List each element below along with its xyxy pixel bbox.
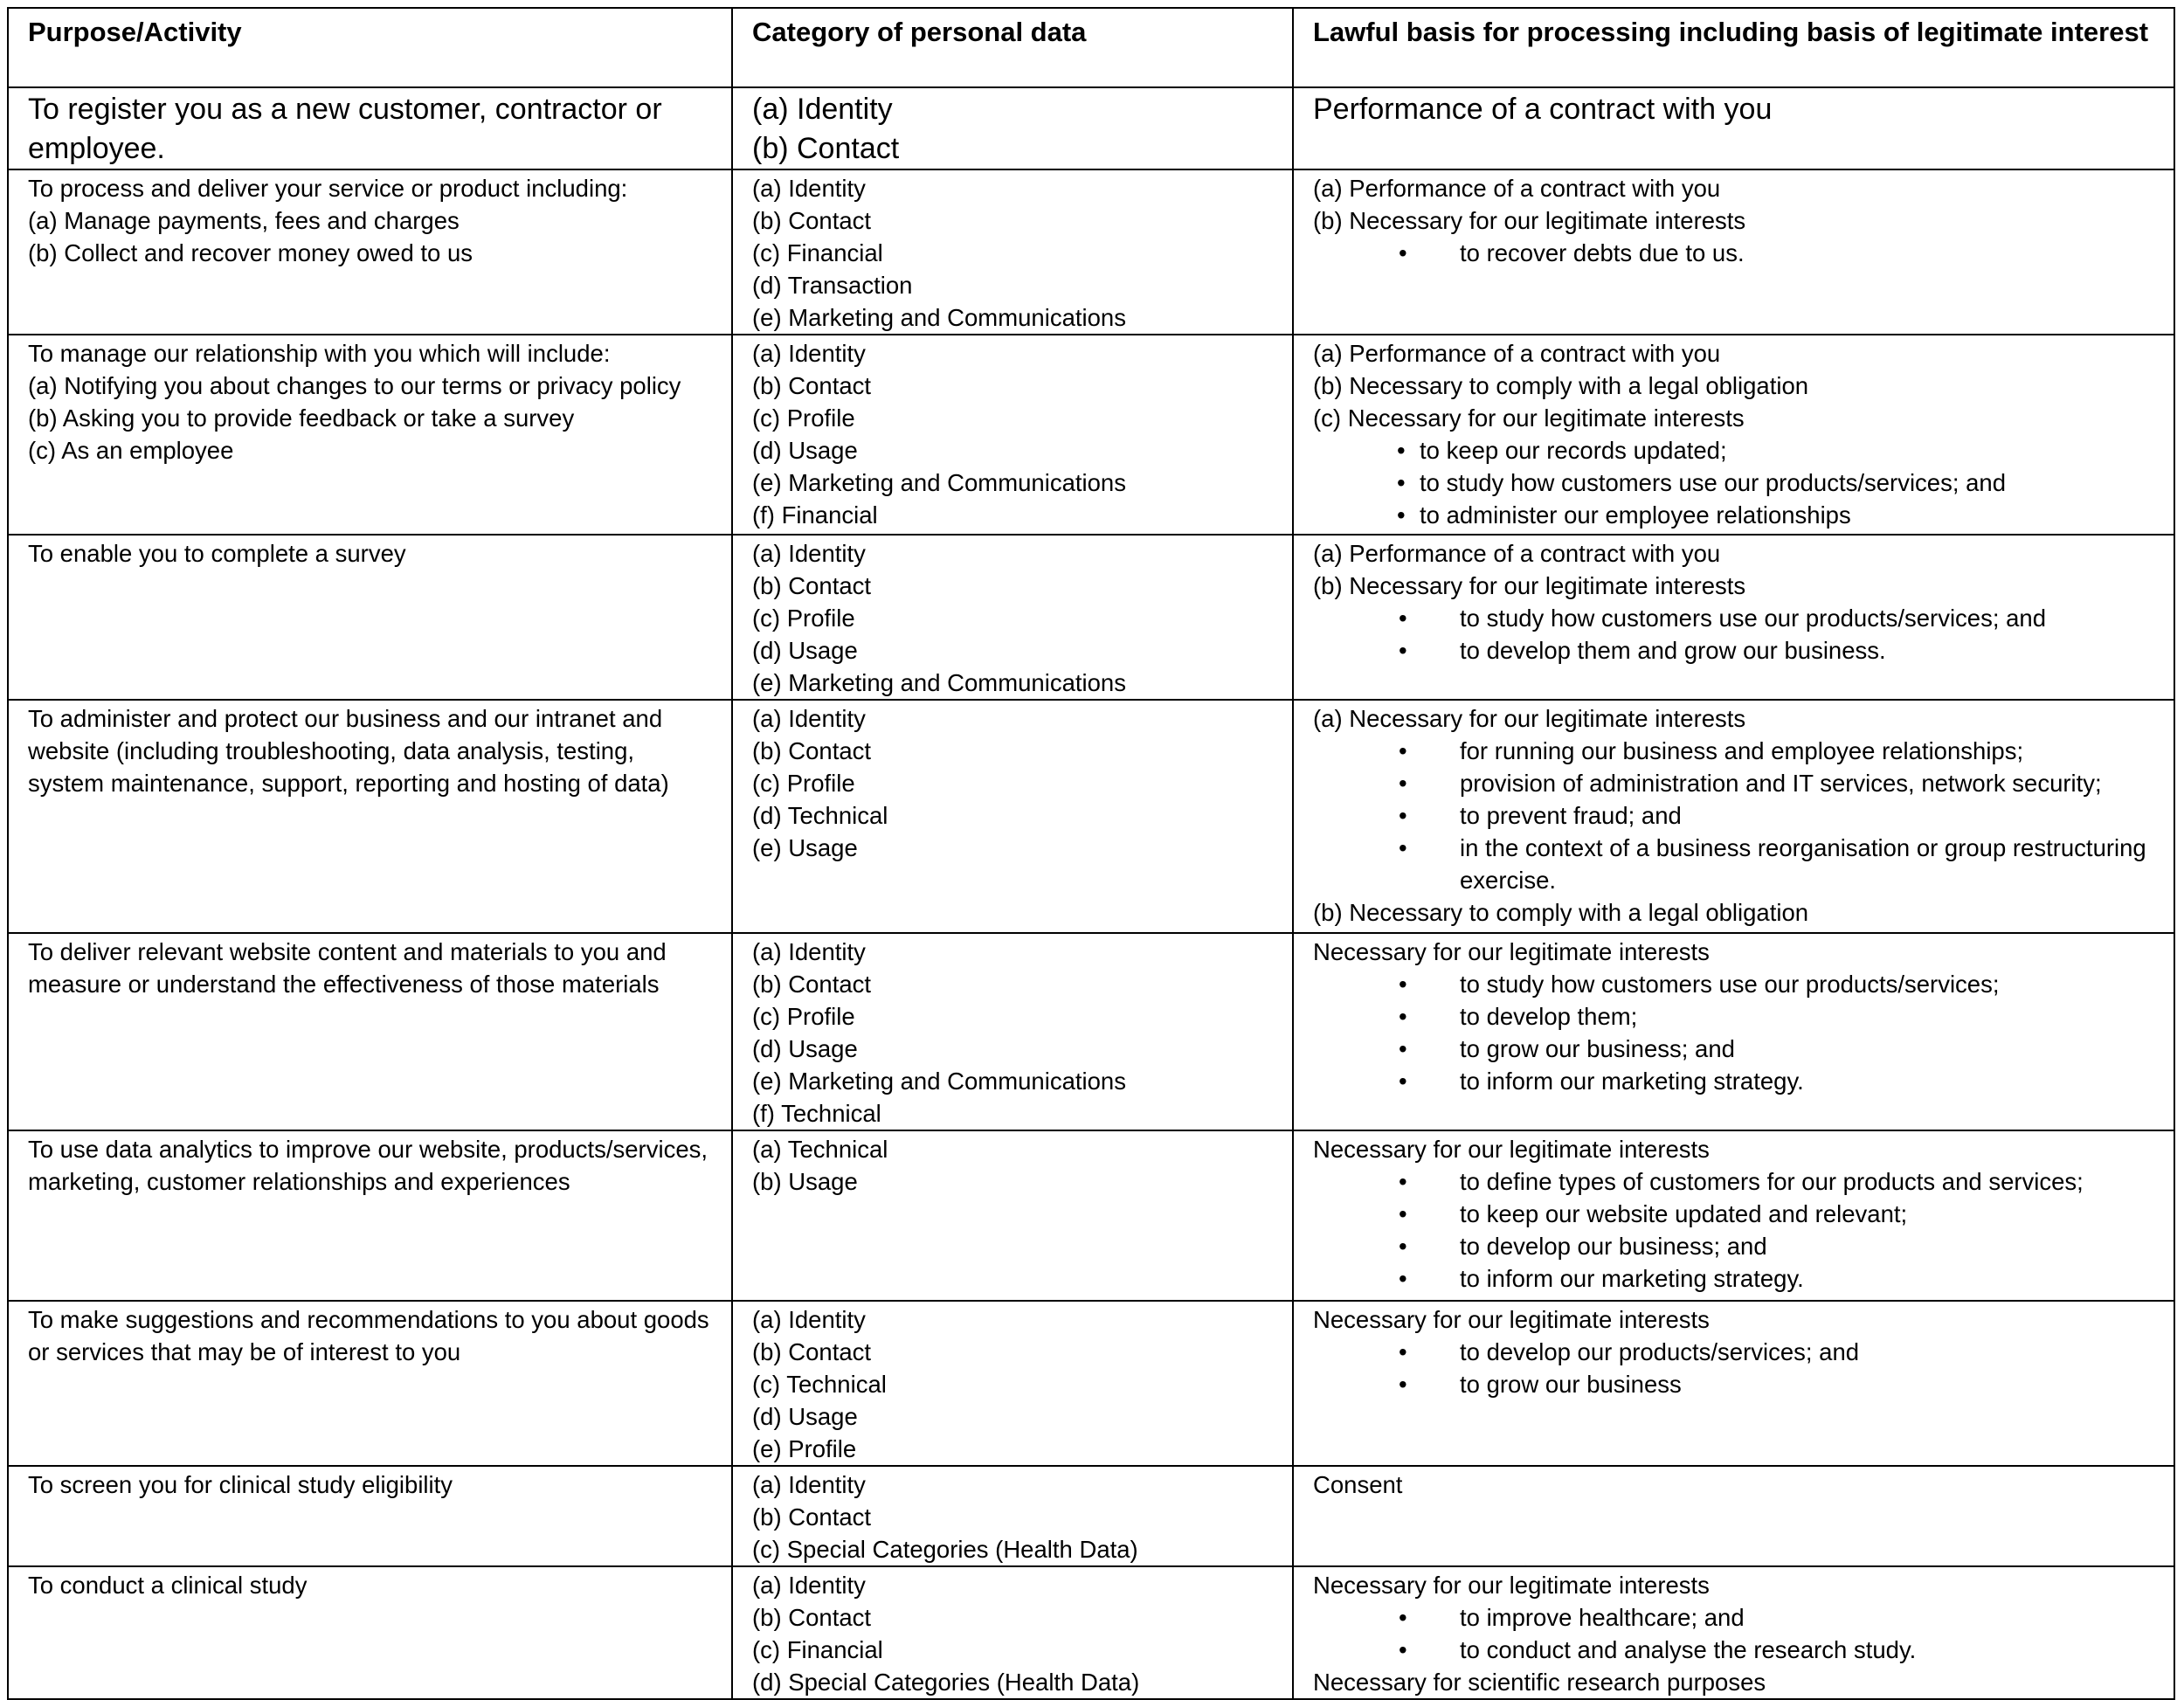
category-item: (a) Identity [752, 938, 866, 965]
basis-cell [1293, 169, 2174, 335]
purpose-cell [8, 700, 732, 933]
purpose-cell [8, 1301, 732, 1466]
interest-bullet [1313, 735, 2154, 767]
basis-text: Performance of a contract with you [1313, 93, 1773, 126]
bullet-text: to recover debts due to us. [1460, 239, 1745, 266]
purpose-text: (a) Notifying you about changes to our terms or privacy policy [28, 372, 681, 399]
bullet-icon: • [1399, 737, 1407, 764]
category-item: (d) Usage [752, 437, 858, 464]
header-category: Category of personal data [732, 8, 1293, 87]
bullet-text: to inform our marketing strategy. [1460, 1068, 1804, 1095]
basis-text: Necessary for our legitimate interests [1313, 1572, 1710, 1599]
basis-text: (a) Necessary for our legitimate interests [1313, 705, 1746, 732]
interest-bullet [1313, 499, 2154, 531]
interest-bullet-list [1313, 1165, 2154, 1295]
category-item: (d) Technical [752, 802, 888, 829]
purpose-cell [8, 1130, 732, 1301]
interest-bullet-list [1313, 602, 2154, 667]
category-item: (b) Contact [752, 372, 872, 399]
table-row [8, 933, 2174, 1130]
purpose-cell [8, 535, 732, 700]
basis-cell [1293, 535, 2174, 700]
header-basis: Lawful basis for processing including basis of legitimate interest [1293, 8, 2174, 87]
category-cell [732, 335, 1293, 535]
category-item: (a) Identity [752, 93, 893, 126]
bullet-icon: • [1399, 1371, 1407, 1398]
bullet-text: to keep our records updated; [1420, 437, 1727, 464]
category-cell [732, 933, 1293, 1130]
category-item: (a) Identity [752, 705, 866, 732]
interest-bullet-list [1313, 968, 2154, 1097]
bullet-icon: • [1399, 1003, 1407, 1030]
category-item: (a) Identity [752, 175, 866, 202]
bullet-icon: • [1399, 637, 1407, 664]
bullet-icon: • [1397, 469, 1406, 496]
category-item: (d) Usage [752, 1403, 858, 1430]
bullet-text: to improve healthcare; and [1460, 1604, 1745, 1631]
category-item: (e) Marketing and Communications [752, 469, 1126, 496]
bullet-icon: • [1399, 1168, 1407, 1195]
basis-text: (b) Necessary to comply with a legal obligation [1313, 372, 1809, 399]
interest-bullet-list [1313, 735, 2154, 896]
purpose-cell [8, 87, 732, 169]
interest-bullet [1313, 1262, 2154, 1295]
category-item: (c) Profile [752, 1003, 855, 1030]
bullet-text: to study how customers use our products/services; and [1420, 469, 2007, 496]
bullet-text: to administer our employee relationships [1420, 501, 1851, 529]
bullet-icon: • [1399, 770, 1407, 797]
basis-text: Necessary for our legitimate interests [1313, 1136, 1710, 1163]
bullet-text: to define types of customers for our products and services; [1460, 1168, 2084, 1195]
category-item: (a) Identity [752, 1471, 866, 1498]
bullet-icon: • [1399, 1233, 1407, 1260]
bullet-icon: • [1399, 1068, 1407, 1095]
bullet-icon: • [1399, 1200, 1407, 1227]
category-cell [732, 169, 1293, 335]
bullet-text: in the context of a business reorganisation or group restructuring exercise. [1460, 834, 2146, 894]
purpose-text: To manage our relationship with you which will include: [28, 340, 611, 367]
bullet-text: to inform our marketing strategy. [1460, 1265, 1804, 1292]
table-row [8, 169, 2174, 335]
interest-bullet [1313, 1336, 2154, 1368]
interest-bullet [1313, 832, 2154, 896]
bullet-text: for running our business and employee relationships; [1460, 737, 2024, 764]
table-row [8, 1566, 2174, 1699]
purpose-text: To conduct a clinical study [28, 1572, 308, 1599]
basis-cell [1293, 1130, 2174, 1301]
category-item: (a) Identity [752, 540, 866, 567]
category-item: (f) Financial [752, 501, 878, 529]
bullet-icon: • [1399, 802, 1407, 829]
basis-text: Necessary for our legitimate interests [1313, 1306, 1710, 1333]
purpose-text: To screen you for clinical study eligibility [28, 1471, 453, 1498]
category-item: (c) Technical [752, 1371, 887, 1398]
table-row [8, 87, 2174, 169]
bullet-icon: • [1399, 1604, 1407, 1631]
category-cell [732, 535, 1293, 700]
purpose-text: (a) Manage payments, fees and charges [28, 207, 460, 234]
category-item: (a) Identity [752, 1306, 866, 1333]
bullet-text: to keep our website updated and relevant; [1460, 1200, 1908, 1227]
basis-text: (b) Necessary for our legitimate interests [1313, 207, 1746, 234]
category-item: (f) Technical [752, 1100, 881, 1127]
category-cell [732, 1301, 1293, 1466]
basis-cell [1293, 933, 2174, 1130]
category-item: (e) Profile [752, 1435, 857, 1462]
category-item: (a) Identity [752, 340, 866, 367]
header-purpose: Purpose/Activity [8, 8, 732, 87]
interest-bullet [1313, 1065, 2154, 1097]
category-item: (c) Profile [752, 605, 855, 632]
category-item: (a) Technical [752, 1136, 888, 1163]
category-item: (b) Contact [752, 1604, 872, 1631]
interest-bullet-list [1313, 1336, 2154, 1400]
bullet-text: to study how customers use our products/services; [1460, 971, 2000, 998]
basis-text: Necessary for our legitimate interests [1313, 938, 1710, 965]
category-item: (d) Transaction [752, 272, 913, 299]
category-item: (c) Financial [752, 1636, 883, 1663]
category-item: (c) Financial [752, 239, 883, 266]
purpose-cell [8, 933, 732, 1130]
category-item: (b) Usage [752, 1168, 858, 1195]
category-item: (e) Marketing and Communications [752, 304, 1126, 331]
purpose-text: (b) Asking you to provide feedback or take a survey [28, 404, 575, 432]
category-item: (b) Contact [752, 572, 872, 599]
purpose-cell [8, 335, 732, 535]
interest-bullet [1313, 434, 2154, 466]
basis-text: Consent [1313, 1471, 1403, 1498]
basis-cell [1293, 335, 2174, 535]
interest-bullet [1313, 799, 2154, 832]
bullet-text: to develop our business; and [1460, 1233, 1767, 1260]
table-row [8, 535, 2174, 700]
purpose-text: To use data analytics to improve our website, products/services, marketing, customer relationships and experiences [28, 1136, 708, 1195]
category-item: (b) Contact [752, 207, 872, 234]
bullet-text: provision of administration and IT services, network security; [1460, 770, 2102, 797]
interest-bullet-list [1313, 434, 2154, 531]
category-cell [732, 87, 1293, 169]
table-row [8, 1301, 2174, 1466]
purpose-text: To deliver relevant website content and materials to you and measure or understand the effectiveness of those materials [28, 938, 667, 998]
bullet-text: to develop our products/services; and [1460, 1338, 1860, 1365]
purpose-cell [8, 1566, 732, 1699]
basis-cell [1293, 700, 2174, 933]
purpose-text: (b) Collect and recover money owed to us [28, 239, 473, 266]
basis-cell [1293, 1301, 2174, 1466]
category-item: (d) Special Categories (Health Data) [752, 1669, 1140, 1696]
basis-text: (b) Necessary to comply with a legal obligation [1313, 899, 1809, 926]
bullet-icon: • [1399, 239, 1407, 266]
bullet-icon: • [1399, 1338, 1407, 1365]
category-item: (c) Profile [752, 770, 855, 797]
table-row [8, 1130, 2174, 1301]
table-row [8, 335, 2174, 535]
bullet-text: to prevent fraud; and [1460, 802, 1682, 829]
bullet-text: to study how customers use our products/services; and [1460, 605, 2047, 632]
bullet-icon: • [1399, 1265, 1407, 1292]
purpose-cell [8, 169, 732, 335]
interest-bullet [1313, 1368, 2154, 1400]
header-row [8, 8, 2174, 87]
interest-bullet [1313, 1033, 2154, 1065]
basis-text: (a) Performance of a contract with you [1313, 540, 1721, 567]
bullet-text: to grow our business [1460, 1371, 1682, 1398]
category-item: (b) Contact [752, 132, 900, 165]
bullet-text: to develop them; [1460, 1003, 1638, 1030]
category-item: (b) Contact [752, 737, 872, 764]
interest-bullet [1313, 466, 2154, 499]
interest-bullet [1313, 1601, 2154, 1634]
basis-text: (a) Performance of a contract with you [1313, 340, 1721, 367]
purpose-text: (c) As an employee [28, 437, 234, 464]
category-item: (c) Special Categories (Health Data) [752, 1536, 1138, 1563]
bullet-icon: • [1399, 971, 1407, 998]
bullet-icon: • [1397, 501, 1406, 529]
basis-text: (a) Performance of a contract with you [1313, 175, 1721, 202]
purpose-text: To process and deliver your service or product including: [28, 175, 628, 202]
bullet-icon: • [1399, 834, 1407, 861]
interest-bullet [1313, 237, 2154, 269]
category-item: (e) Usage [752, 834, 858, 861]
interest-bullet [1313, 634, 2154, 667]
category-item: (b) Contact [752, 1503, 872, 1531]
basis-text: (b) Necessary for our legitimate interests [1313, 572, 1746, 599]
interest-bullet [1313, 1000, 2154, 1033]
bullet-icon: • [1399, 1636, 1407, 1663]
bullet-icon: • [1397, 437, 1406, 464]
bullet-icon: • [1399, 605, 1407, 632]
interest-bullet-list [1313, 237, 2154, 269]
category-item: (e) Marketing and Communications [752, 669, 1126, 696]
category-cell [732, 1130, 1293, 1301]
basis-text: (c) Necessary for our legitimate interests [1313, 404, 1745, 432]
interest-bullet [1313, 1165, 2154, 1198]
interest-bullet [1313, 1634, 2154, 1666]
interest-bullet-list [1313, 1601, 2154, 1666]
lawful-basis-table [7, 7, 2175, 1700]
category-item: (c) Profile [752, 404, 855, 432]
purpose-text: To enable you to complete a survey [28, 540, 406, 567]
table-row [8, 1466, 2174, 1566]
table-row [8, 700, 2174, 933]
purpose-cell [8, 1466, 732, 1566]
purpose-text: To make suggestions and recommendations to you about goods or services that may be of interest to you [28, 1306, 709, 1365]
purpose-text: To administer and protect our business and our intranet and website (including troubleshooting, data analysis, testing, system maintenance, support, reporting and hosting of data) [28, 705, 669, 797]
category-item: (d) Usage [752, 637, 858, 664]
basis-cell [1293, 1466, 2174, 1566]
bullet-text: to grow our business; and [1460, 1035, 1735, 1062]
interest-bullet [1313, 1198, 2154, 1230]
bullet-text: to conduct and analyse the research study. [1460, 1636, 1917, 1663]
category-item: (a) Identity [752, 1572, 866, 1599]
interest-bullet [1313, 767, 2154, 799]
interest-bullet [1313, 602, 2154, 634]
category-item: (b) Contact [752, 1338, 872, 1365]
purpose-text: To register you as a new customer, contractor or employee. [28, 93, 662, 165]
basis-text: Necessary for scientific research purposes [1313, 1669, 1766, 1696]
category-item: (b) Contact [752, 971, 872, 998]
interest-bullet [1313, 968, 2154, 1000]
category-cell [732, 1466, 1293, 1566]
category-item: (d) Usage [752, 1035, 858, 1062]
category-cell [732, 700, 1293, 933]
bullet-icon: • [1399, 1035, 1407, 1062]
bullet-text: to develop them and grow our business. [1460, 637, 1886, 664]
basis-cell [1293, 87, 2174, 169]
basis-cell [1293, 1566, 2174, 1699]
interest-bullet [1313, 1230, 2154, 1262]
category-item: (e) Marketing and Communications [752, 1068, 1126, 1095]
category-cell [732, 1566, 1293, 1699]
